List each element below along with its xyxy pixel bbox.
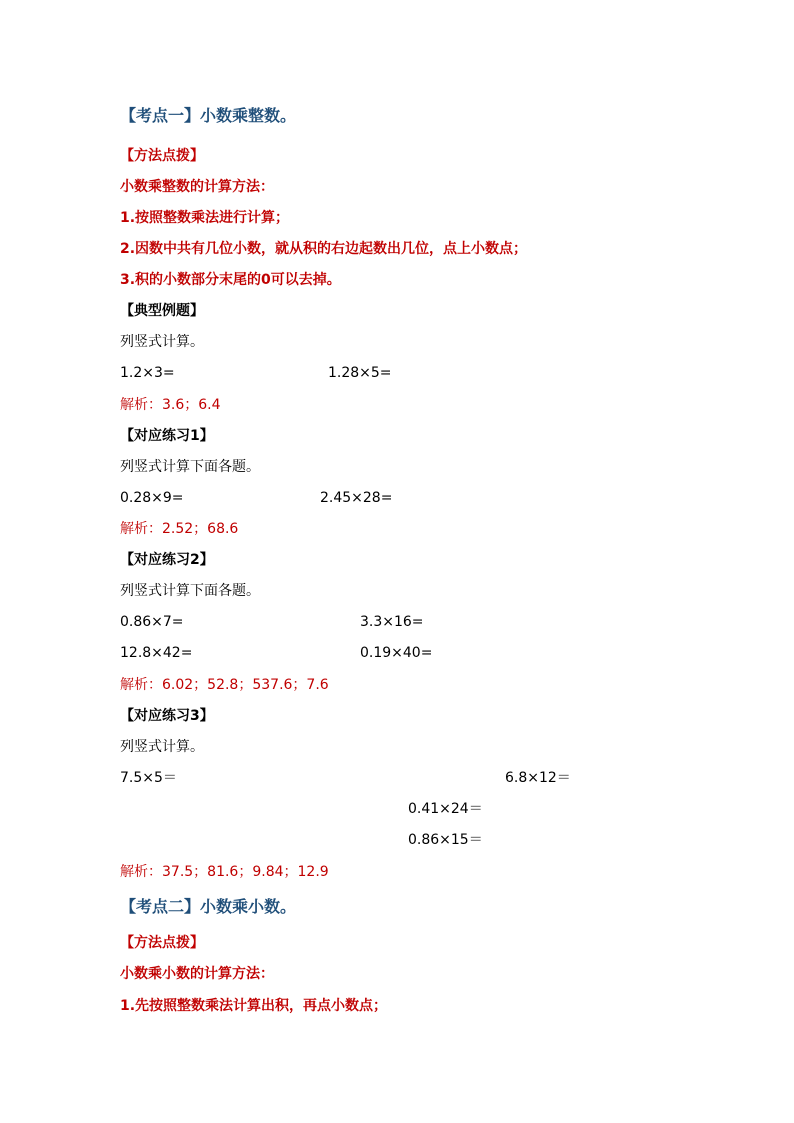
practice2-title: 【对应练习2】 — [120, 552, 214, 568]
section1-step-3: 3.积的小数部分末尾的0可以去掉。 — [120, 272, 341, 288]
practice2-problem-4: 0.19×40= — [360, 645, 433, 661]
practice1-title: 【对应练习1】 — [120, 428, 214, 444]
practice1-problem-2: 2.45×28= — [320, 490, 393, 506]
practice3-problem-1: 7.5×5＝ — [120, 770, 177, 786]
example-title: 【典型例题】 — [120, 303, 204, 319]
practice2-problem-1: 0.86×7= — [120, 614, 184, 630]
practice2-problem-3: 12.8×42= — [120, 645, 193, 661]
section2-method-intro: 小数乘小数的计算方法： — [120, 966, 274, 982]
practice1-instruction: 列竖式计算下面各题。 — [120, 459, 260, 475]
practice3-problem-2: 6.8×12＝ — [505, 770, 571, 786]
practice3-instruction: 列竖式计算。 — [120, 739, 204, 755]
practice3-title: 【对应练习3】 — [120, 708, 214, 724]
section1-step-1: 1.按照整数乘法进行计算； — [120, 210, 290, 226]
practice1-problem-1: 0.28×9= — [120, 490, 184, 506]
practice3-problem-3: 0.41×24＝ — [408, 801, 483, 817]
example-instruction: 列竖式计算。 — [120, 334, 204, 350]
section1-method-title: 【方法点拨】 — [120, 148, 204, 164]
section1-heading: 【考点一】小数乘整数。 — [120, 106, 297, 125]
answer-values: 37.5；81.6；9.84；12.9 — [162, 864, 329, 880]
answer-label: 解析： — [120, 677, 162, 693]
answer-label: 解析： — [120, 864, 162, 880]
section2-heading: 【考点二】小数乘小数。 — [120, 897, 297, 916]
section1-method-intro: 小数乘整数的计算方法： — [120, 179, 274, 195]
practice3-problem-4: 0.86×15＝ — [408, 832, 483, 848]
answer-label: 解析： — [120, 521, 162, 537]
answer-label: 解析： — [120, 397, 162, 413]
practice2-problem-2: 3.3×16= — [360, 614, 424, 630]
example-answer — [120, 396, 221, 414]
practice2-instruction: 列竖式计算下面各题。 — [120, 583, 260, 599]
section2-method-title: 【方法点拨】 — [120, 935, 204, 951]
section1-step-2: 2.因数中共有几位小数，就从积的右边起数出几位，点上小数点； — [120, 241, 528, 257]
answer-values: 6.02；52.8；537.6；7.6 — [162, 677, 329, 693]
answer-values: 3.6；6.4 — [162, 397, 221, 413]
practice2-answer — [120, 676, 329, 694]
section2-step-1: 1.先按照整数乘法计算出积，再点小数点； — [120, 998, 388, 1014]
practice3-answer — [120, 863, 329, 881]
practice1-answer — [120, 520, 238, 538]
example-problem-2: 1.28×5= — [328, 365, 392, 381]
example-problem-1: 1.2×3= — [120, 365, 175, 381]
answer-values: 2.52；68.6 — [162, 521, 239, 537]
